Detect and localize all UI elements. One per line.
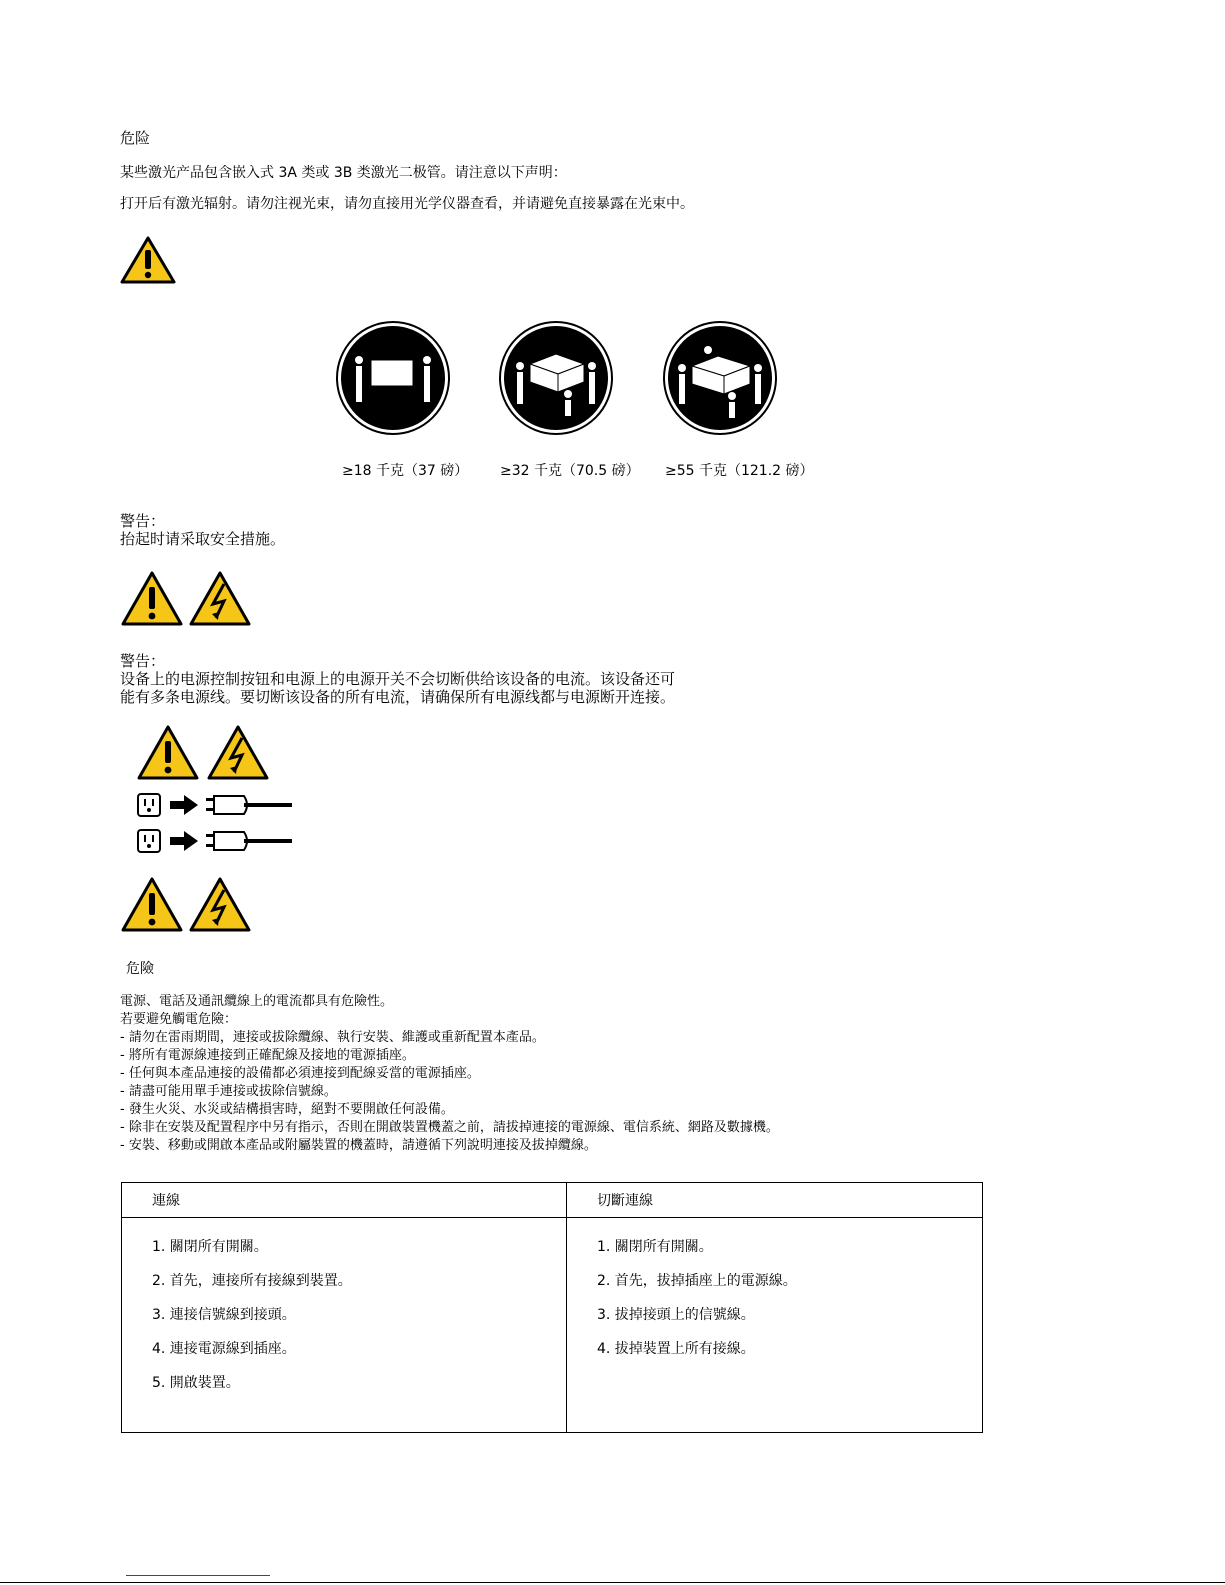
weight-label-three-person: ≥32 千克（70.5 磅） — [500, 463, 640, 479]
footer-divider — [0, 1582, 1225, 1583]
lift-caution-heading: 警告： — [120, 512, 166, 530]
connect-step: 1. 關閉所有開關。 — [152, 1239, 268, 1255]
danger-line: - 除非在安裝及配置程序中另有指示，否則在開啟裝置機蓋之前，請拔掉連接的電源線、電信系統、網路及數據機。 — [120, 1120, 779, 1135]
danger-line: - 任何與本產品連接的設備都必須連接到配線妥當的電源插座。 — [120, 1066, 480, 1081]
disconnect-step: 2. 首先，拔掉插座上的電源線。 — [597, 1273, 797, 1289]
danger-line: 電源、電話及通訊纜線上的電流都具有危險性。 — [120, 994, 394, 1009]
connect-steps — [122, 1218, 567, 1433]
unplug-power-cord-icon — [136, 792, 292, 822]
weight-label-four-person: ≥55 千克（121.2 磅） — [665, 463, 814, 479]
disconnect-step: 3. 拔掉接頭上的信號線。 — [597, 1307, 755, 1323]
electrical-hazard-icon — [188, 570, 252, 628]
two-person-lift-icon — [335, 320, 451, 436]
disconnect-step: 4. 拔掉裝置上所有接線。 — [597, 1341, 755, 1357]
lift-caution-text: 抬起时请采取安全措施。 — [120, 530, 286, 548]
connect-step: 4. 連接電源線到插座。 — [152, 1341, 296, 1357]
danger-line: 若要避免觸電危險： — [120, 1012, 238, 1027]
three-person-lift-icon — [498, 320, 614, 436]
disconnect-column-header: 切斷連線 — [567, 1183, 983, 1218]
electrical-hazard-icon — [206, 724, 270, 782]
electrical-hazard-icon — [188, 876, 252, 934]
warning-triangle-icon — [136, 724, 200, 782]
unplug-power-cord-icon — [136, 828, 292, 858]
danger-line: - 發生火災、水災或結構損害時，絕對不要開啟任何設備。 — [120, 1102, 454, 1117]
danger-line: - 安裝、移動或開啟本產品或附屬裝置的機蓋時，請遵循下列說明連接及拔掉纜線。 — [120, 1138, 597, 1153]
laser-statement-1: 某些激光产品包含嵌入式 3A 类或 3B 类激光二极管。请注意以下声明： — [120, 165, 567, 181]
weight-label-two-person: ≥18 千克（37 磅） — [342, 463, 469, 479]
danger-line: - 將所有電源線連接到正確配線及接地的電源插座。 — [120, 1048, 415, 1063]
warning-triangle-icon — [120, 876, 184, 934]
four-person-lift-icon — [662, 320, 778, 436]
power-caution-line-1: 设备上的电源控制按钮和电源上的电源开关不会切断供给该设备的电流。该设备还可 — [120, 670, 676, 688]
connect-step: 3. 連接信號線到接頭。 — [152, 1307, 296, 1323]
danger-line: - 請盡可能用單手連接或拔除信號線。 — [120, 1084, 337, 1099]
connect-step: 2. 首先，連接所有接線到裝置。 — [152, 1273, 352, 1289]
power-caution-heading: 警告： — [120, 652, 166, 670]
footer-link-underline[interactable] — [126, 1575, 270, 1576]
electrical-danger-list — [120, 993, 779, 1155]
laser-statement-2: 打开后有激光辐射。请勿注视光束，请勿直接用光学仪器查看，并请避免直接暴露在光束中。 — [120, 196, 694, 212]
warning-triangle-icon — [120, 570, 184, 628]
laser-danger-heading: 危险 — [120, 129, 151, 147]
connect-step: 5. 開啟裝置。 — [152, 1375, 240, 1391]
danger-line: - 請勿在雷雨期間，連接或拔除纜線、執行安裝、維護或重新配置本產品。 — [120, 1030, 545, 1045]
disconnect-steps — [567, 1218, 983, 1433]
electrical-danger-heading: 危險 — [126, 961, 154, 977]
connect-column-header: 連線 — [122, 1183, 567, 1218]
warning-triangle-icon — [120, 235, 176, 285]
connect-disconnect-table — [121, 1182, 983, 1433]
disconnect-step: 1. 關閉所有開關。 — [597, 1239, 713, 1255]
power-caution-line-2: 能有多条电源线。要切断该设备的所有电流，请确保所有电源线都与电源断开连接。 — [120, 688, 676, 706]
